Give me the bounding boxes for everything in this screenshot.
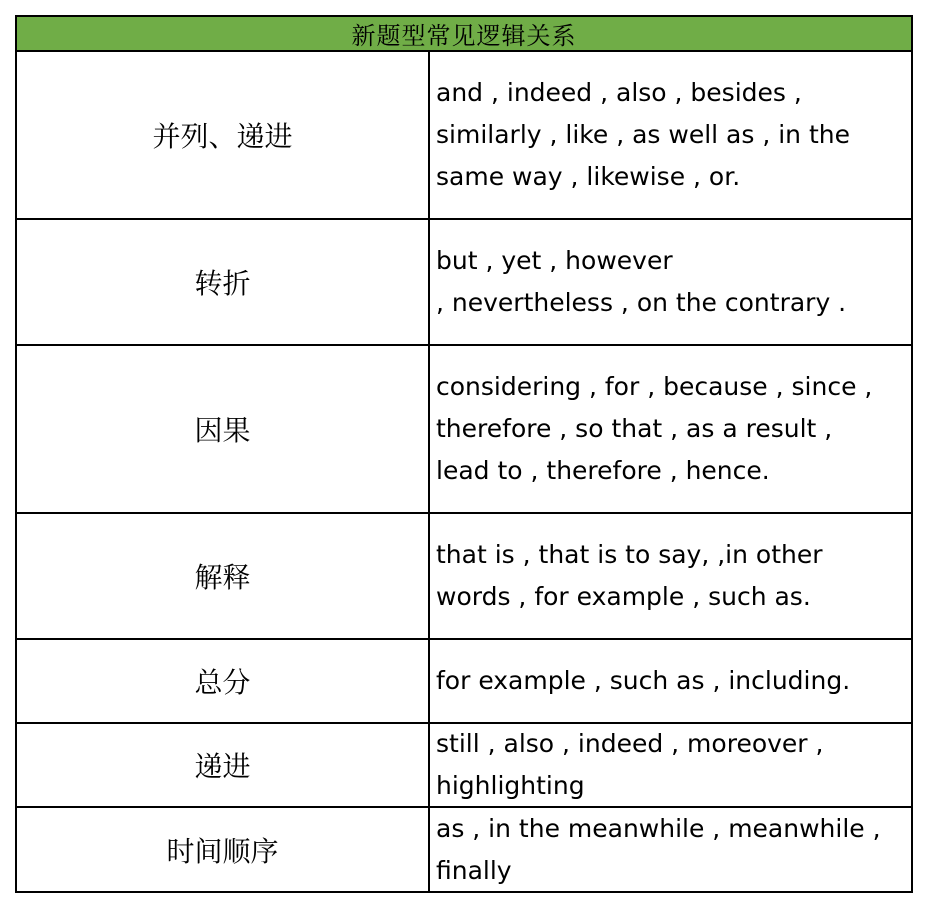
category-cell bbox=[17, 52, 430, 218]
category-cell bbox=[17, 220, 430, 344]
category-label: 因果 bbox=[194, 414, 251, 447]
category-label: 解释 bbox=[194, 561, 251, 594]
category-cell bbox=[17, 346, 430, 512]
connector-words: still , also , indeed , moreover , highlighting bbox=[436, 729, 824, 800]
category-cell bbox=[17, 640, 430, 722]
words-cell bbox=[430, 724, 911, 806]
table-row bbox=[17, 346, 911, 514]
connector-words: and , indeed , also , besides , similarly , like , as well as , in the same way , likewise , or. bbox=[436, 78, 851, 191]
table-header bbox=[17, 17, 911, 52]
connector-words: for example , such as , including. bbox=[436, 666, 851, 695]
words-cell bbox=[430, 52, 911, 218]
category-label: 递进 bbox=[194, 750, 251, 783]
words-cell bbox=[430, 808, 911, 891]
table-row bbox=[17, 220, 911, 346]
words-cell bbox=[430, 220, 911, 344]
category-label: 时间顺序 bbox=[166, 834, 279, 868]
table-row bbox=[17, 808, 911, 891]
connector-words: as , in the meanwhile , meanwhile , finally bbox=[436, 813, 881, 885]
table-title: 新题型常见逻辑关系 bbox=[351, 22, 577, 50]
category-label: 总分 bbox=[194, 666, 251, 699]
logic-relations-table bbox=[15, 15, 913, 893]
table-row bbox=[17, 640, 911, 724]
category-cell bbox=[17, 808, 430, 891]
table-row bbox=[17, 514, 911, 640]
category-label: 转折 bbox=[194, 267, 251, 300]
connector-words: considering , for , because , since , therefore , so that , as a result , lead to , therefore , hence. bbox=[436, 372, 873, 485]
connector-words: that is , that is to say, ,in other words , for example , such as. bbox=[436, 540, 823, 611]
table-row bbox=[17, 724, 911, 808]
connector-words: but , yet , however , nevertheless , on the contrary . bbox=[436, 246, 847, 317]
words-cell bbox=[430, 640, 911, 722]
category-label: 并列、递进 bbox=[152, 120, 293, 153]
category-cell bbox=[17, 724, 430, 806]
words-cell bbox=[430, 514, 911, 638]
table-row bbox=[17, 52, 911, 220]
words-cell bbox=[430, 346, 911, 512]
category-cell bbox=[17, 514, 430, 638]
